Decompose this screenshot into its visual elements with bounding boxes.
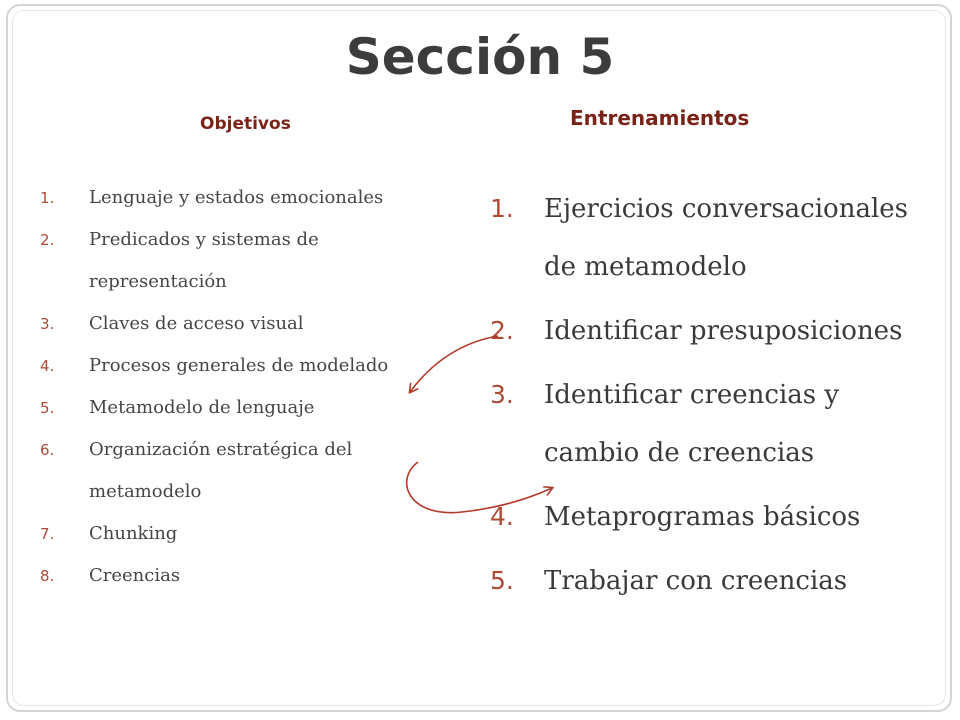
- training-text: Ejercicios conversacionales de metamodelo: [544, 194, 908, 282]
- objective-text: Predicados y sistemas de representación: [89, 229, 319, 292]
- objective-number: 8.: [40, 567, 55, 585]
- training-item: [490, 488, 940, 546]
- objective-text: Organización estratégica del metamodelo: [89, 439, 353, 502]
- training-item: [490, 180, 940, 296]
- objective-number: 4.: [40, 357, 55, 375]
- objective-item: [40, 513, 470, 555]
- training-number: 5.: [490, 566, 514, 595]
- objective-item: [40, 555, 470, 597]
- objective-text: Lenguaje y estados emocionales: [89, 187, 384, 208]
- objective-number: 7.: [40, 525, 55, 543]
- training-number: 4.: [490, 502, 514, 531]
- objective-text: Creencias: [89, 565, 181, 586]
- training-text: Identificar presuposiciones: [544, 316, 903, 346]
- objective-item: [40, 303, 470, 345]
- objective-item: [40, 429, 470, 513]
- objective-number: 6.: [40, 441, 55, 459]
- training-number: 3.: [490, 380, 514, 409]
- training-text: Identificar creencias y cambio de creencias: [544, 380, 840, 468]
- objective-number: 3.: [40, 315, 55, 333]
- objectives-heading: Objetivos: [200, 114, 291, 134]
- objective-text: Chunking: [89, 523, 178, 544]
- training-item: [490, 302, 940, 360]
- objective-number: 1.: [40, 189, 55, 207]
- objective-number: 2.: [40, 231, 55, 249]
- training-text: Trabajar con creencias: [544, 566, 848, 596]
- training-item: [490, 366, 940, 482]
- objective-text: Claves de acceso visual: [89, 313, 304, 334]
- objective-number: 5.: [40, 399, 55, 417]
- objective-item: [40, 219, 470, 303]
- objective-item: [40, 387, 470, 429]
- training-number: 2.: [490, 316, 514, 345]
- objective-item: [40, 345, 470, 387]
- slide-title: Sección 5: [345, 28, 615, 86]
- trainings-heading: Entrenamientos: [570, 106, 750, 130]
- objective-item: [40, 177, 470, 219]
- objectives-list: [40, 177, 470, 597]
- objective-text: Metamodelo de lenguaje: [89, 397, 315, 418]
- training-number: 1.: [490, 194, 514, 223]
- training-item: [490, 552, 940, 610]
- objective-text: Procesos generales de modelado: [89, 355, 389, 376]
- training-text: Metaprogramas básicos: [544, 502, 861, 532]
- trainings-list: [490, 180, 940, 610]
